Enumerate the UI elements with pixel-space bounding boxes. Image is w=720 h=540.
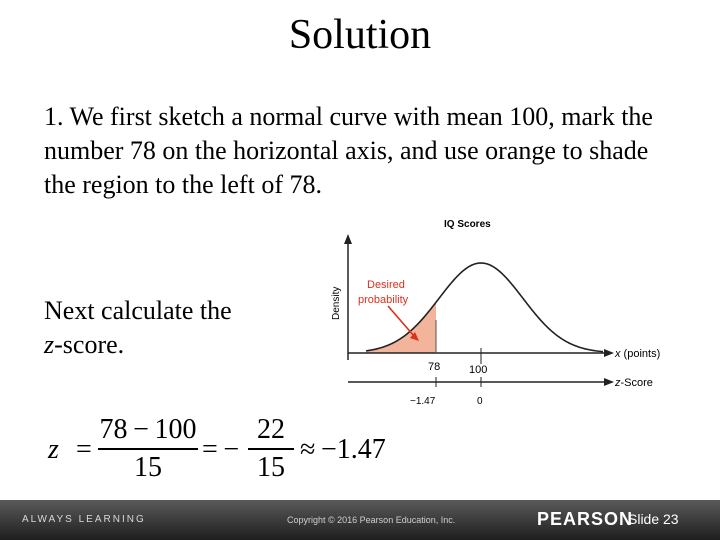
z-axis-label-var: z (615, 377, 621, 389)
z-axis-label-unit: -Score (620, 377, 653, 389)
x-axis-label-var: x (615, 348, 621, 360)
fraction-2-denominator: 15 (257, 452, 285, 483)
next-step-text (44, 294, 284, 362)
always-learning-text: ALWAYS LEARNING (22, 514, 146, 525)
density-axis-arrow (344, 234, 352, 244)
fraction-2-bar (248, 448, 294, 450)
z-axis-label (614, 377, 653, 389)
fraction-2-numerator: 22 (257, 414, 285, 445)
step-text: We first sketch a normal curve with mean 100, mark the number 78 on the horizontal axis, and use orange to shade the region to the left of 78. (44, 102, 653, 199)
slide-title: Solution (288, 12, 432, 58)
next-text-line: Next calculate the (44, 296, 232, 325)
x-axis-label-unit: (points) (620, 348, 661, 360)
z-score-formula (40, 414, 400, 484)
z-variable: z (44, 330, 55, 359)
annotation-desired: Desired (367, 279, 405, 291)
tick-label-100: 100 (469, 364, 488, 376)
formula-equals: = (76, 434, 92, 465)
annotation-probability: probability (358, 294, 409, 306)
normal-curve-svg (318, 212, 678, 412)
slide-number: Slide 23 (628, 511, 679, 527)
score-text: -score. (54, 330, 125, 359)
z-axis-arrow (604, 378, 614, 386)
z-tick-label-0: 0 (477, 396, 483, 407)
fraction-1-denominator: 15 (134, 452, 162, 483)
step-number: 1. (44, 102, 64, 131)
formula-equals-minus: = − (202, 434, 240, 465)
normal-curve (366, 263, 603, 352)
formula-z: z (48, 434, 59, 465)
density-label: Density (331, 286, 342, 320)
copyright-text: Copyright © 2016 Pearson Education, Inc. (287, 515, 456, 525)
slide-footer (0, 500, 720, 540)
pearson-logo: PEARSON (537, 509, 634, 529)
fraction-1-bar (98, 448, 198, 450)
figure-title: IQ Scores (444, 219, 491, 230)
shaded-region (366, 302, 436, 353)
normal-curve-figure (318, 212, 678, 412)
z-tick-label-neg: −1.47 (410, 396, 436, 407)
x-axis-label (614, 348, 660, 360)
annotation-arrow-line (388, 306, 414, 336)
fraction-1-numerator: 78 − 100 (99, 414, 197, 445)
x-axis-arrow (604, 349, 614, 357)
tick-label-78: 78 (428, 361, 441, 373)
formula-approx-result: ≈ −1.47 (300, 434, 386, 465)
formula-fraction-2 (248, 414, 294, 484)
solution-paragraph (44, 100, 684, 202)
formula-fraction-1 (98, 414, 198, 484)
